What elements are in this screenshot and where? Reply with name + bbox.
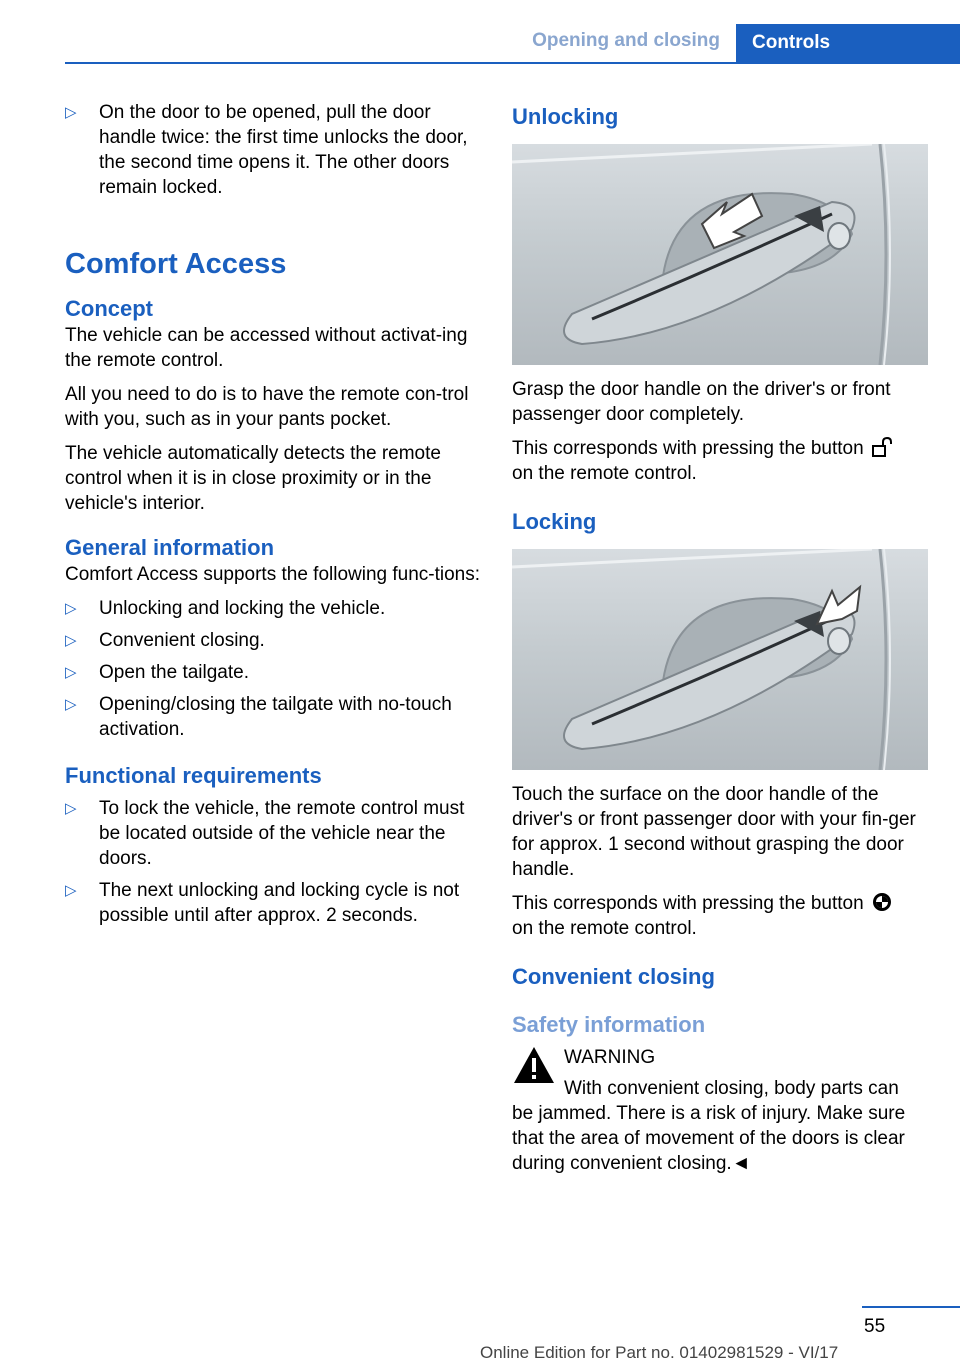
list-item: ▷ To lock the vehicle, the remote control must be located outside of the vehicle near the doors. [65, 798, 465, 869]
list-item: ▷ Open the tailgate. [65, 662, 249, 683]
bullet-triangle-icon: ▷ [65, 104, 77, 121]
convenient-closing-heading: Convenient closing [512, 964, 715, 989]
page-number: 55 [864, 1316, 886, 1337]
page-header [65, 24, 960, 64]
warning-triangle-icon [512, 1045, 556, 1085]
concept-paragraph: The vehicle can be accessed without activat‐ing the remote control. [65, 325, 468, 371]
list-item: ▷ Convenient closing. [65, 630, 265, 651]
bullet-triangle-icon: ▷ [65, 882, 77, 899]
right-column [512, 100, 932, 1176]
door-handle-lock-figure [512, 549, 928, 770]
safety-info-heading: Safety information [512, 1012, 706, 1037]
warning-text: With convenient closing, body parts can [564, 1078, 899, 1099]
section-title: Comfort Access [65, 248, 287, 280]
list-item: ▷ The next unlocking and locking cycle is not possible until after approx. 2 seconds. [65, 880, 460, 926]
door-handle-unlock-figure [512, 144, 928, 365]
left-column [65, 100, 485, 935]
locking-heading: Locking [512, 509, 597, 534]
bullet-triangle-icon: ▷ [65, 600, 77, 617]
warning-block [512, 1045, 932, 1101]
footer-rule [862, 1306, 960, 1308]
unlocking-paragraph: Grasp the door handle on the driver's or front passenger door completely. [512, 379, 891, 425]
locking-button-paragraph: This corresponds with pressing the button on the remote control. [512, 891, 932, 941]
functional-req-heading: Functional requirements [65, 763, 322, 788]
bullet-triangle-icon: ▷ [65, 800, 77, 817]
bullet-triangle-icon: ▷ [65, 696, 77, 713]
intro-bullet: ▷ On the door to be opened, pull the door handle twice: the first time unlocks the door, the second time opens it. The other doors remain locked. [65, 102, 468, 198]
concept-paragraph: All you need to do is to have the remote con‐trol with you, such as in your pants pocket. [65, 384, 469, 430]
unlock-button-icon [870, 436, 894, 458]
door-handle-illustration [512, 144, 928, 365]
general-info-paragraph: Comfort Access supports the following func‐tions: [65, 564, 481, 585]
lock-button-icon [870, 891, 894, 913]
list-item: ▷ Opening/closing the tailgate with no-touch activation. [65, 694, 452, 740]
edition-note: Online Edition for Part no. 01402981529 - VI/17 [480, 1343, 839, 1362]
bullet-triangle-icon: ▷ [65, 664, 77, 681]
general-info-heading: General information [65, 535, 275, 560]
warning-text: be jammed. There is a risk of injury. Make sure that the area of movement of the doors is clear during convenient closing.◄ [512, 1103, 906, 1174]
header-chapter-tab: Controls [736, 24, 960, 62]
bullet-triangle-icon: ▷ [65, 632, 77, 649]
door-handle-illustration [512, 549, 928, 770]
unlocking-heading: Unlocking [512, 104, 619, 129]
concept-heading: Concept [65, 296, 153, 321]
header-section-title: Opening and closing [532, 30, 720, 51]
locking-paragraph: Touch the surface on the door handle of the driver's or front passenger door with your fin‐ger for approx. 1 second without grasping the door handle. [512, 784, 916, 880]
list-item: ▷ Unlocking and locking the vehicle. [65, 598, 386, 619]
unlocking-button-paragraph: This corresponds with pressing the button on the remote control. [512, 436, 932, 486]
warning-label: WARNING [564, 1047, 656, 1068]
concept-paragraph: The vehicle automatically detects the remote control when it is in close proximity or in the vehicle's interior. [65, 443, 441, 514]
